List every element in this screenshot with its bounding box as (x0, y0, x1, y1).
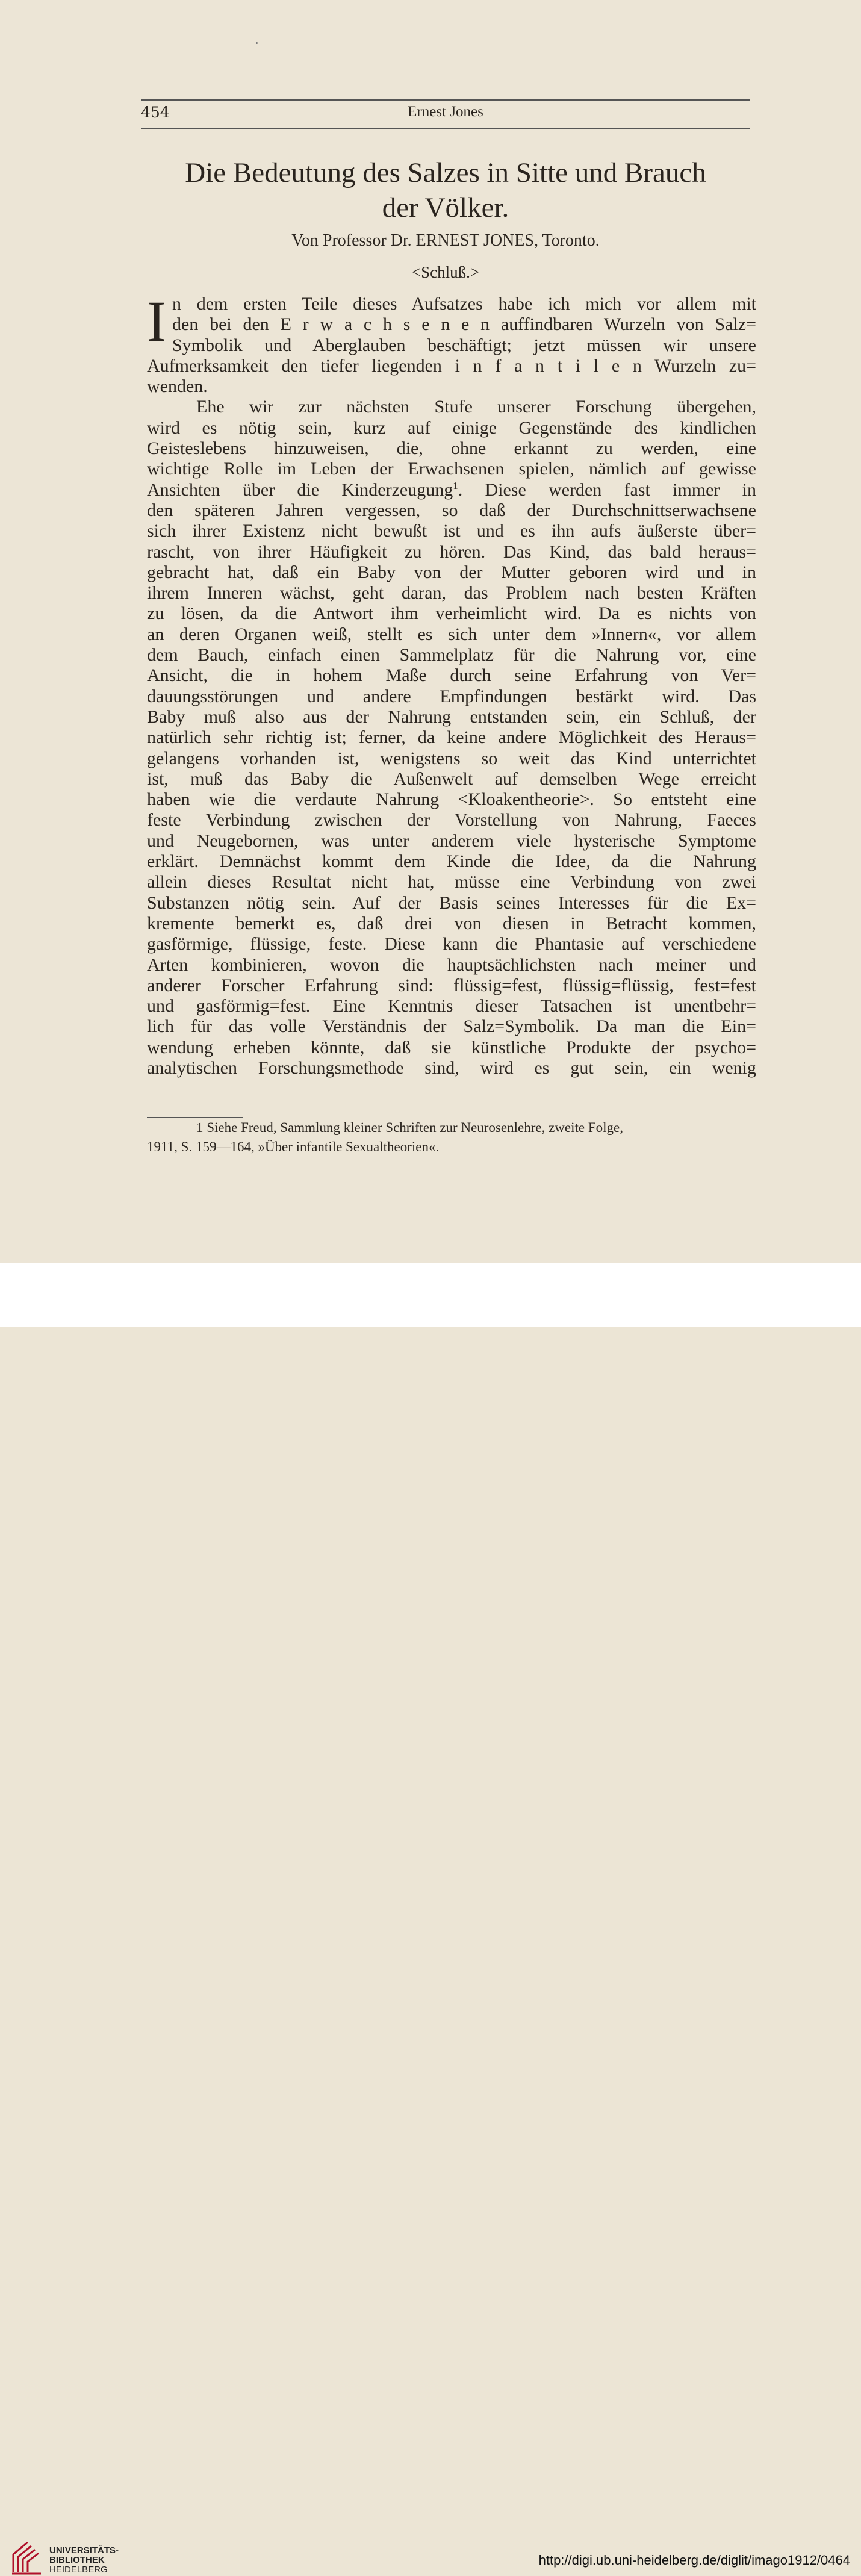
footnote-rule (147, 1117, 243, 1118)
text-line: Ehe wir zur nächsten Stufe unserer Forschung übergehen, (196, 397, 756, 417)
text-line: wendung erheben könnte, daß sie künstliche Produkte der psycho= (147, 1037, 756, 1057)
library-name-line-2: BIBLIOTHEK (49, 2555, 105, 2565)
text-line: feste Verbindung zwischen der Vorstellung von Nahrung, Faeces (147, 810, 756, 830)
header-rule-bottom (141, 128, 750, 129)
text-line: lich für das volle Verständnis der Salz=Symbolik. Da man die Ein= (147, 1016, 756, 1037)
viewer-footer (0, 1263, 861, 2575)
running-title: Ernest Jones (408, 104, 483, 120)
footnote-marker: 1 (453, 479, 458, 491)
library-logo-icon (10, 2539, 45, 2576)
text-fragment: . Diese werden fast immer in (458, 479, 756, 500)
text-line: an deren Organen weiß, stellt es sich unter dem »Innern«, vor allem (147, 624, 756, 644)
text-line: n dem ersten Teile dieses Aufsatzes habe ich mich vor allem mit (172, 294, 756, 314)
text-line: gasförmige, flüssige, feste. Diese kann die Phantasie auf verschiedene (147, 934, 756, 954)
text-line: Symbolik und Aberglauben beschäftigt; jetzt müssen wir unsere (172, 335, 756, 355)
text-line: Substanzen nötig sein. Auf der Basis seines Interesses für die Ex= (147, 892, 756, 913)
footnote-line-2: 1911, S. 159—164, »Über infantile Sexualtheorien«. (147, 1139, 440, 1154)
paragraph-2 (147, 397, 756, 1078)
drop-cap: I (147, 289, 166, 353)
text-line: den bei den E r w a c h s e n e n auffindbaren Wurzeln von Salz= (172, 314, 756, 335)
text-line: allein dieses Resultat nicht hat, müsse eine Verbindung von zwei (147, 872, 756, 892)
text-line: dauungsstörungen und andere Empfindungen bestärkt wird. Das (147, 686, 756, 706)
text-line: haben wie die verdaute Nahrung <Kloakentheorie>. So entsteht eine (147, 789, 756, 810)
text-line: natürlich sehr richtig ist; ferner, da keine andere Möglichkeit des Heraus= (147, 727, 756, 748)
text-line: kremente bemerkt es, daß drei von diesen in Betracht kommen, (147, 913, 756, 933)
article-title-line-2: der Völker. (382, 192, 509, 223)
article-title (141, 155, 750, 225)
text-line: ist, muß das Baby die Außenwelt auf demselben Wege erreicht (147, 768, 756, 789)
text-line: rascht, von ihrer Häufigkeit zu hören. Das Kind, das bald heraus= (147, 541, 756, 562)
text-line: ihrem Inneren wächst, geht daran, das Problem nach besten Kräften (147, 583, 756, 603)
permalink-url[interactable]: http://digi.ub.uni-heidelberg.de/diglit/imago1912/0464 (538, 2553, 850, 2568)
library-name (49, 2546, 119, 2575)
text-line-with-footnote (147, 480, 756, 500)
text-line: Geisteslebens hinzuweisen, die, ohne erkannt zu werden, eine (147, 438, 756, 459)
header-rule-top (141, 99, 750, 101)
page-number: 454 (141, 104, 170, 121)
text-line: sich ihrer Existenz nicht bewußt ist und es ihn aufs äußerste über= (147, 521, 756, 541)
library-name-line-1: UNIVERSITÄTS- (49, 2545, 119, 2556)
footnote (147, 1118, 756, 1157)
scan-speck (256, 42, 258, 44)
conclusion-note: <Schluß.> (411, 263, 480, 281)
text-line: gebracht hat, daß ein Baby von der Mutter geboren wird und in (147, 562, 756, 582)
text-line: wird es nötig sein, kurz auf einige Gegenstände des kindlichen (147, 417, 756, 438)
text-line: und gasförmig=fest. Eine Kenntnis dieser Tatsachen ist unentbehr= (147, 996, 756, 1016)
text-line: anderer Forscher Erfahrung sind: flüssig=fest, flüssig=flüssig, fest=fest (147, 975, 756, 995)
text-line: und Neugebornen, was unter anderem viele hysterische Symptome (147, 830, 756, 851)
text-line: zu lösen, da die Antwort ihm verheimlicht wird. Da es nichts von (147, 603, 756, 624)
text-line: Ansicht, die in hohem Maße durch seine Erfahrung von Ver= (147, 665, 756, 686)
author-byline: Von Professor Dr. ERNEST JONES, Toronto. (291, 231, 600, 250)
text-line: Arten kombinieren, wovon die hauptsächlichsten nach meiner und (147, 954, 756, 975)
article-title-line-1: Die Bedeutung des Salzes in Sitte und Brauch (185, 157, 706, 188)
text-line: wichtige Rolle im Leben der Erwachsenen spielen, nämlich auf gewisse (147, 459, 756, 479)
text-line: erklärt. Demnächst kommt dem Kinde die Idee, da die Nahrung (147, 851, 756, 872)
text-line: analytischen Forschungsmethode sind, wird es gut sein, ein wenig (147, 1057, 756, 1078)
library-name-line-3: HEIDELBERG (49, 2565, 108, 2575)
text-line: gelangens vorhanden ist, wenigstens so weit das Kind unterrichtet (147, 748, 756, 768)
scanned-page (0, 0, 861, 1263)
text-line: Aufmerksamkeit den tiefer liegenden i n f a n t i l e n Wurzeln zu= (147, 355, 756, 376)
text-fragment: Ansichten über die Kinderzeugung (147, 479, 453, 500)
article-body (147, 289, 756, 1078)
text-line: den späteren Jahren vergessen, so daß der Durchschnittserwachsene (147, 500, 756, 520)
text-line: wenden. (147, 376, 208, 397)
paragraph-1 (147, 289, 756, 397)
running-head (141, 104, 750, 125)
text-line: dem Bauch, einfach einen Sammelplatz für die Nahrung vor, eine (147, 645, 756, 665)
text-line: Baby muß also aus der Nahrung entstanden sein, ein Schluß, der (147, 706, 756, 727)
footnote-line-1: 1 Siehe Freud, Sammlung kleiner Schriften zur Neurosenlehre, zweite Folge, (196, 1120, 623, 1135)
